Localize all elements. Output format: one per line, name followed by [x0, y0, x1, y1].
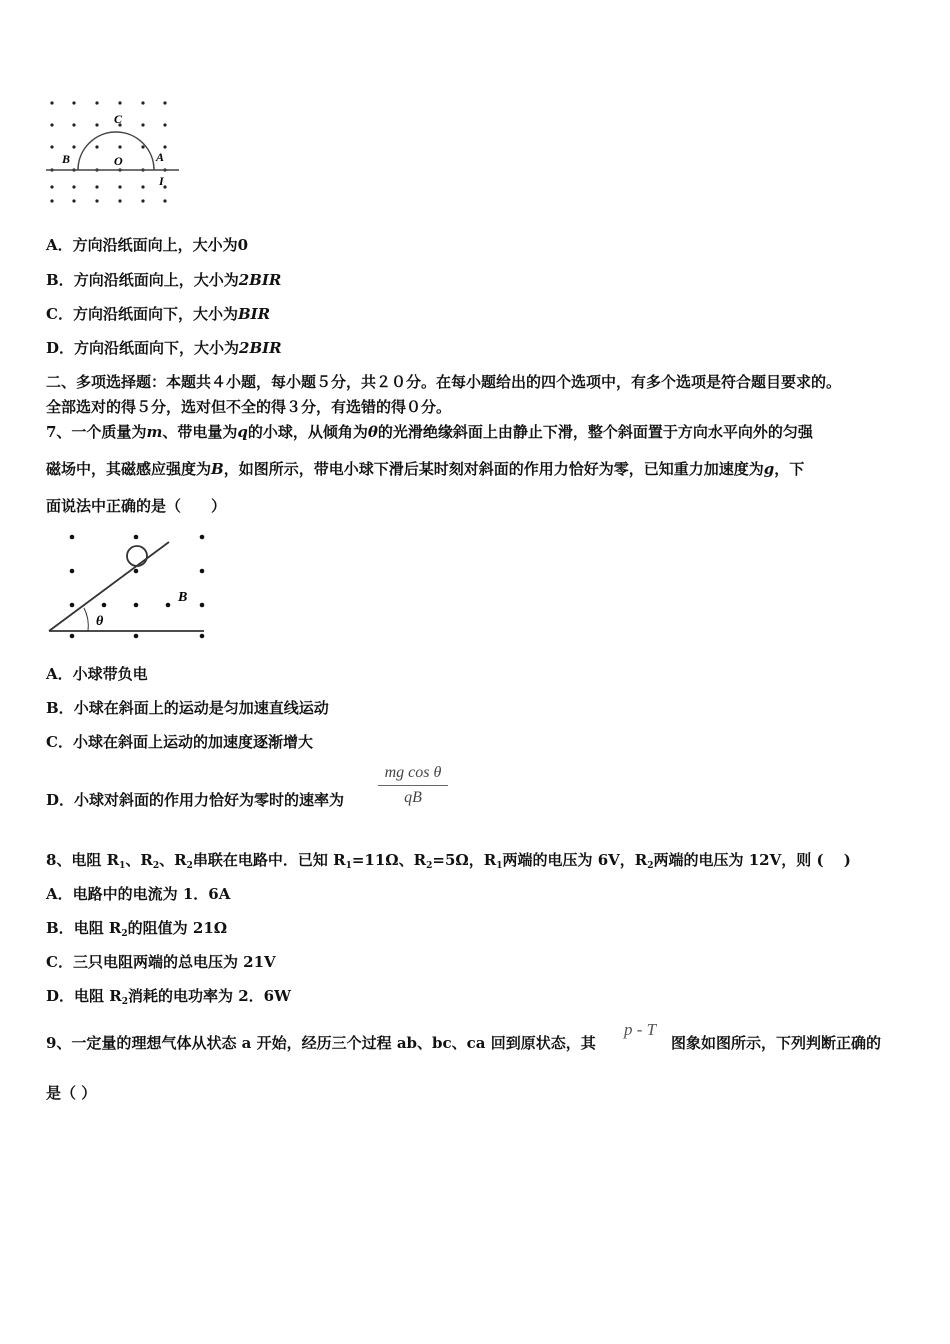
- field-dot: [50, 101, 53, 104]
- speed-fraction: [378, 764, 448, 807]
- field-dot: [95, 199, 98, 202]
- b-field-label: B: [178, 590, 188, 605]
- q9-stem-line2: 是（ ）: [46, 1084, 97, 1102]
- field-dot: [163, 185, 166, 188]
- fraction-denominator: qB: [404, 789, 422, 806]
- field-dot: [141, 123, 144, 126]
- field-dot: [163, 199, 166, 202]
- field-dot: [118, 101, 121, 104]
- field-dot: [72, 101, 75, 104]
- field-dot: [50, 199, 53, 202]
- q7-option[interactable]: D．小球对斜面的作用力恰好为零时的速率为: [46, 791, 345, 809]
- q8-option[interactable]: B．电阻 $R_2$的阻值为 21Ω: [46, 919, 228, 939]
- fraction-numerator: mg cos θ: [378, 764, 448, 786]
- q7-stem-line2: 磁场中，其磁感应强度为B，如图所示，带电小球下滑后某时刻对斜面的作用力恰好为零，已知重力加速度为g，下: [46, 460, 805, 478]
- field-dot: [118, 185, 121, 188]
- q6-option[interactable]: A．方向沿纸面向上，大小为0: [46, 236, 249, 254]
- q7-option[interactable]: C．小球在斜面上运动的加速度逐渐增大: [46, 733, 313, 751]
- field-dot: [141, 199, 144, 202]
- field-dot: [141, 145, 144, 148]
- q7-stem-line1: 7、一个质量为m、带电量为q的小球，从倾角为θ的光滑绝缘斜面上由静止下滑，整个斜面置于方向水平向外的匀强: [46, 423, 813, 441]
- q7-option[interactable]: B．小球在斜面上的运动是匀加速直线运动: [46, 699, 329, 717]
- label-o: O: [114, 154, 123, 168]
- q8-option[interactable]: D．电阻 $R_2$消耗的电功率为 2．6W: [46, 987, 291, 1007]
- field-dot: [95, 145, 98, 148]
- field-dot: [50, 185, 53, 188]
- q7-option[interactable]: A．小球带负电: [46, 665, 148, 683]
- field-dot: [50, 123, 53, 126]
- pt-formula: p - T: [624, 1020, 657, 1039]
- field-dot: [163, 123, 166, 126]
- q9-stem-line1b: 图象如图所示，下列判断正确的: [671, 1034, 882, 1052]
- label-i: I: [159, 174, 164, 188]
- field-dot: [118, 145, 121, 148]
- figure-semicircle-magnetic-field: [44, 95, 184, 210]
- theta-label: θ: [96, 614, 104, 629]
- label-a: A: [156, 150, 165, 164]
- field-dot: [95, 185, 98, 188]
- field-dot: [163, 145, 166, 148]
- q6-option[interactable]: D．方向沿纸面向下，大小为2BIR: [46, 339, 282, 357]
- section-heading-line1: 二、多项选择题：本题共４小题，每小题５分，共２０分。在每小题给出的四个选项中，有多个选项是符合题目要求的。: [46, 373, 842, 391]
- field-dot: [163, 101, 166, 104]
- q8-stem: 8、电阻 $R_1$、$R_2$、$R_2$串联在电路中．已知 $R_1=11\Omega$、$R_2=5\Omega$，$R_1$两端的电压为 6V，$R_2$两端的电压为 12V，则 ( ): [46, 851, 851, 871]
- field-dot: [141, 185, 144, 188]
- field-dot: [72, 123, 75, 126]
- field-dot: [141, 101, 144, 104]
- field-dot: [95, 123, 98, 126]
- field-dot: [50, 145, 53, 148]
- q8-option[interactable]: A．电路中的电流为 1．6A: [46, 885, 231, 903]
- label-b: B: [62, 152, 71, 166]
- field-dot: [72, 145, 75, 148]
- q8-option[interactable]: C．三只电阻两端的总电压为 21V: [46, 953, 276, 971]
- field-dot: [72, 199, 75, 202]
- field-dot: [95, 101, 98, 104]
- section-heading-line2: 全部选对的得５分，选对但不全的得３分，有选错的得０分。: [46, 398, 452, 416]
- figure-incline-ball: [44, 528, 209, 643]
- label-c: C: [114, 112, 123, 126]
- field-dot: [118, 199, 121, 202]
- q6-option[interactable]: B．方向沿纸面向上，大小为2BIR: [46, 271, 282, 289]
- field-dot: [72, 185, 75, 188]
- q7-stem-line3: 面说法中正确的是（ ）: [46, 497, 227, 515]
- q9-stem-line1a: 9、一定量的理想气体从状态 a 开始，经历三个过程 ab、bc、ca 回到原状态，其: [46, 1034, 596, 1052]
- q6-option[interactable]: C．方向沿纸面向下，大小为BIR: [46, 305, 271, 323]
